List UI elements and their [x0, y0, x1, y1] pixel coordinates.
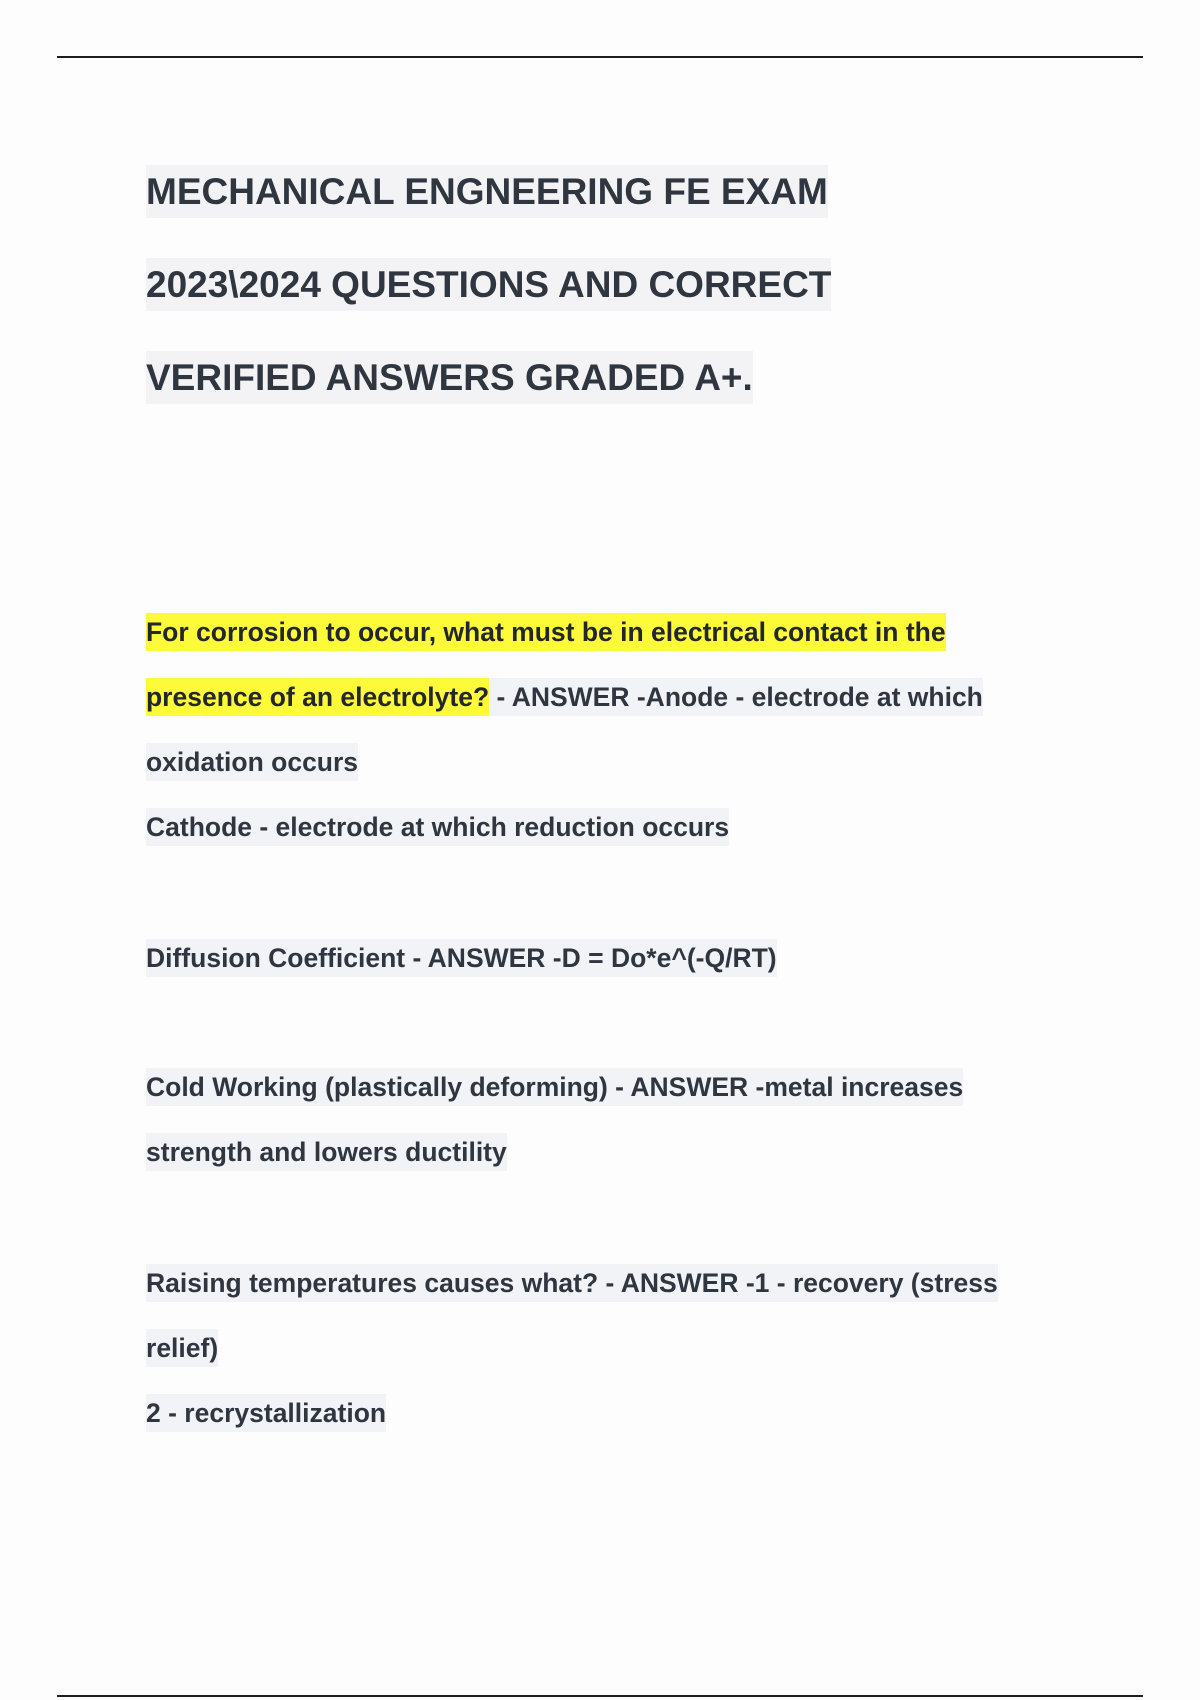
qa-text: 2 - recrystallization: [146, 1394, 386, 1432]
qa-line: [146, 1137, 1126, 1202]
qa-diffusion: [146, 943, 1126, 1008]
qa-line: [146, 747, 1126, 812]
qa-text: Cold Working (plastically deforming) - ANSWER -metal increases: [146, 1068, 963, 1106]
answer-text: Cathode - electrode at which reduction occurs: [146, 808, 729, 846]
qa-corrosion: [146, 617, 1126, 877]
qa-line: [146, 1072, 1126, 1137]
qa-text: relief): [146, 1329, 218, 1367]
title-line-3: VERIFIED ANSWERS GRADED A+.: [146, 331, 1146, 424]
qa-line: [146, 1333, 1126, 1398]
qa-cold-working: [146, 1072, 1126, 1202]
qa-raising-temperatures: [146, 1268, 1126, 1463]
title-line-2: 2023\2024 QUESTIONS AND CORRECT: [146, 238, 1146, 331]
qa-text: Raising temperatures causes what? - ANSWER -1 - recovery (stress: [146, 1264, 998, 1302]
qa-line: [146, 1398, 1126, 1463]
highlighted-question: For corrosion to occur, what must be in electrical contact in the: [146, 613, 946, 651]
title-line-1: MECHANICAL ENGNEERING FE EXAM: [146, 145, 1146, 238]
answer-text: - ANSWER -Anode - electrode at which: [489, 678, 983, 716]
qa-text: Diffusion Coefficient - ANSWER -D = Do*e^(-Q/RT): [146, 939, 777, 977]
qa-line: [146, 812, 1126, 877]
qa-line: [146, 943, 1126, 1008]
qa-line: [146, 617, 1126, 682]
qa-text: strength and lowers ductility: [146, 1133, 507, 1171]
document-title: [146, 145, 1146, 424]
bottom-rule: [57, 1695, 1143, 1697]
qa-line: [146, 682, 1126, 747]
answer-text: oxidation occurs: [146, 743, 358, 781]
highlighted-question: presence of an electrolyte?: [146, 678, 489, 716]
qa-line: [146, 1268, 1126, 1333]
top-rule: [57, 56, 1143, 58]
